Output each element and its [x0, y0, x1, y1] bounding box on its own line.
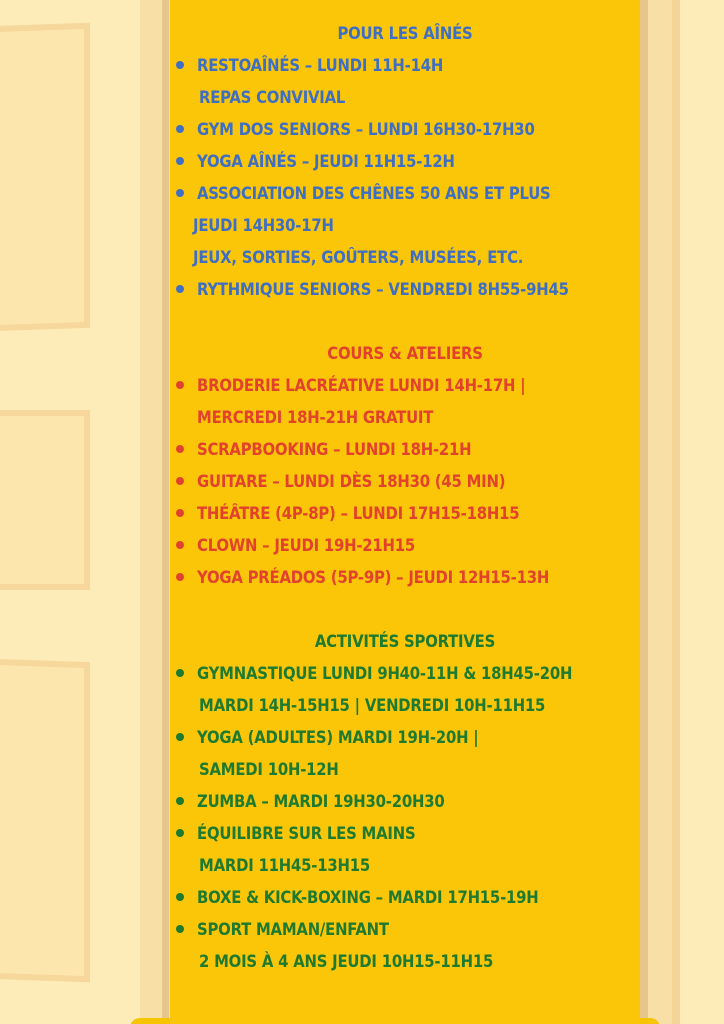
- list-item: [175, 882, 635, 914]
- door-panel-bottom: [0, 658, 90, 983]
- list-cours: [175, 370, 635, 594]
- item-line: ZUMBA – MARDI 19H30-20H30: [197, 792, 445, 811]
- door-panel-middle: [0, 410, 90, 590]
- item-line: MARDI 14H-15H15 | VENDREDI 10H-11H15: [199, 696, 546, 715]
- item-line: JEUDI 14H30-17H: [193, 216, 334, 235]
- list-item: [175, 50, 635, 114]
- item-line: CLOWN – JEUDI 19H-21H15: [197, 536, 416, 555]
- list-item: [175, 498, 635, 530]
- section-title-sport: ACTIVITÉS SPORTIVES: [314, 632, 496, 651]
- list-item: [175, 658, 635, 722]
- list-item: [175, 146, 635, 178]
- item-line: 2 MOIS À 4 ANS JEUDI 10H15-11H15: [199, 952, 494, 971]
- item-line: GUITARE – LUNDI DÈS 18H30 (45 MIN): [197, 472, 506, 491]
- list-item: [175, 434, 635, 466]
- item-line: YOGA AÎNÉS – JEUDI 11H15-12H: [197, 152, 455, 171]
- list-item: [175, 562, 635, 594]
- item-line: SAMEDI 10H-12H: [199, 760, 339, 779]
- door-frame-left-edge: [162, 0, 169, 1024]
- item-line: THÉÂTRE (4P-8P) – LUNDI 17H15-18H15: [197, 504, 520, 523]
- door-frame-right-inner: [672, 0, 680, 1024]
- door-panel-top: [0, 23, 90, 333]
- list-item: [175, 274, 635, 306]
- list-item: [175, 530, 635, 562]
- list-item: [175, 786, 635, 818]
- item-line: REPAS CONVIVIAL: [199, 88, 346, 107]
- list-item: [175, 914, 635, 978]
- item-line: ASSOCIATION DES CHÊNES 50 ANS ET PLUS: [197, 184, 551, 203]
- section-title-cours: COURS & ATELIERS: [327, 344, 483, 363]
- section-title-aines: POUR LES AÎNÉS: [337, 24, 473, 43]
- door-frame-right-edge: [640, 0, 648, 1024]
- item-line: GYM DOS SENIORS – LUNDI 16H30-17H30: [197, 120, 535, 139]
- item-line: BRODERIE LACRÉATIVE LUNDI 14H-17H |: [197, 376, 526, 395]
- list-aines: [175, 50, 635, 306]
- item-line: SCRAPBOOKING – LUNDI 18H-21H: [197, 440, 472, 459]
- section-sport: [175, 626, 635, 978]
- activities-list: [175, 18, 635, 1010]
- list-item: [175, 370, 635, 434]
- item-line: BOXE & KICK-BOXING – MARDI 17H15-19H: [197, 888, 539, 907]
- item-line: GYMNASTIQUE LUNDI 9H40-11H & 18H45-20H: [197, 664, 573, 683]
- list-item: [175, 114, 635, 146]
- item-line: RESTOAÎNÉS – LUNDI 11H-14H: [197, 56, 444, 75]
- item-line: JEUX, SORTIES, GOÛTERS, MUSÉES, ETC.: [193, 248, 524, 267]
- list-item: [175, 818, 635, 882]
- list-item: [175, 722, 635, 786]
- item-line: MARDI 11H45-13H15: [199, 856, 370, 875]
- item-line: SPORT MAMAN/ENFANT: [197, 920, 389, 939]
- item-line: YOGA PRÉADOS (5P-9P) – JEUDI 12H15-13H: [197, 568, 550, 587]
- item-line: MERCREDI 18H-21H GRATUIT: [197, 408, 434, 427]
- item-line: RYTHMIQUE SENIORS – VENDREDI 8H55-9H45: [197, 280, 569, 299]
- list-item: [175, 178, 635, 274]
- list-sport: [175, 658, 635, 978]
- section-cours: [175, 338, 635, 594]
- item-line: ÉQUILIBRE SUR LES MAINS: [197, 824, 416, 843]
- section-aines: [175, 18, 635, 306]
- item-line: YOGA (ADULTES) MARDI 19H-20H |: [197, 728, 479, 747]
- list-item: [175, 466, 635, 498]
